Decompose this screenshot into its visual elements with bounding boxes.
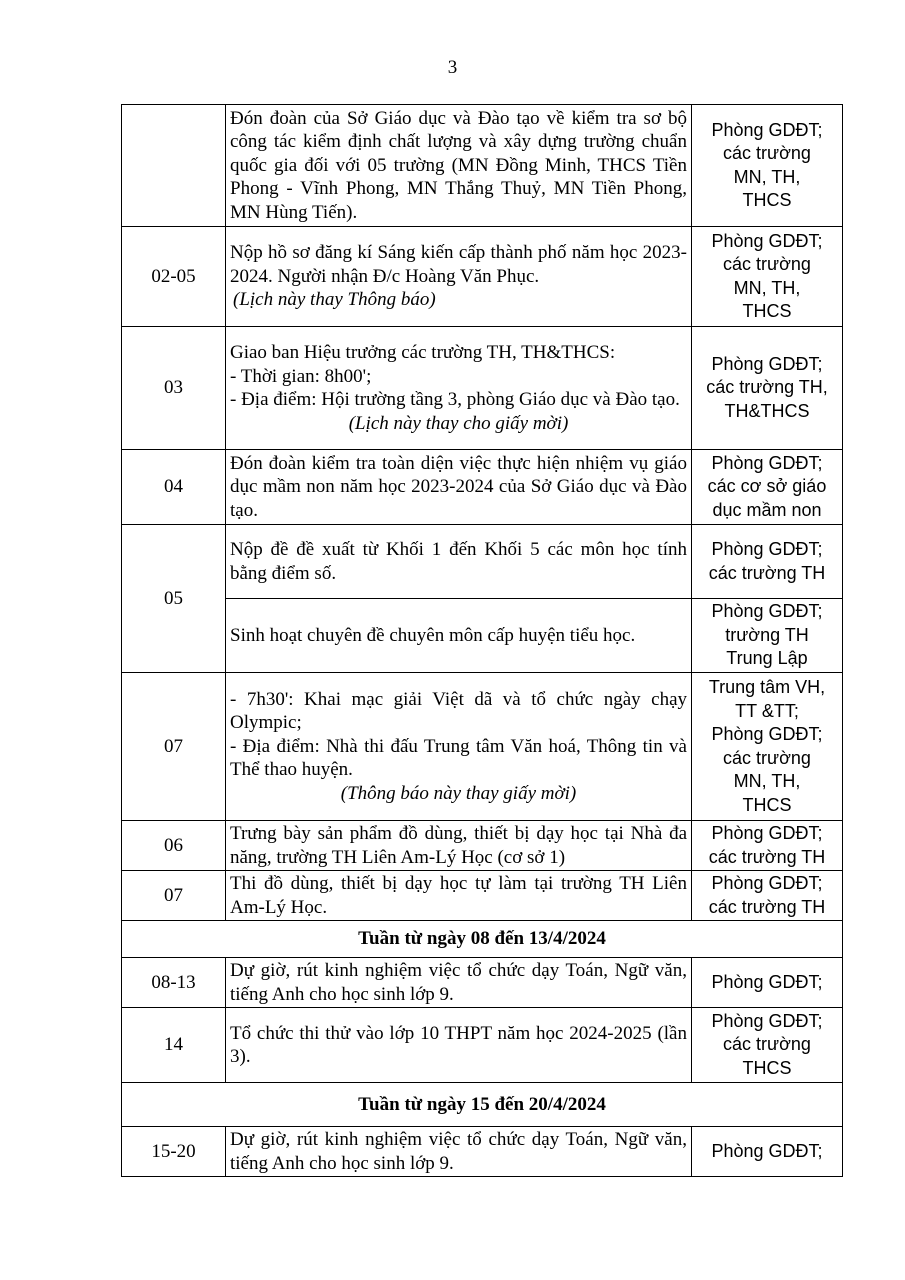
- unit-cell: [692, 1008, 843, 1083]
- content-line: Đón đoàn của Sở Giáo dục và Đào tạo về kiểm tra sơ bộ công tác kiểm định chất lượng và xây dựng trường chuẩn quốc gia đối với 05 trường (MN Đồng Minh, THCS Tiền Phong - Vĩnh Phong, MN Thắng Thuỷ, MN Tiền Phong, MN Hùng Tiến).: [230, 107, 687, 223]
- content-line: - 7h30': Khai mạc giải Việt dã và tổ chức ngày chạy Olympic;: [230, 688, 687, 734]
- unit-line: Phòng GDĐT;: [711, 1010, 823, 1031]
- unit-line: THCS: [742, 190, 792, 210]
- unit-line: các trường: [723, 143, 811, 163]
- note-line: (Thông báo này thay giấy mời): [340, 782, 577, 804]
- content-cell: [226, 227, 692, 327]
- table-row: [122, 450, 843, 525]
- unit-cell: [692, 673, 843, 821]
- date-cell: 15-20: [122, 1127, 226, 1177]
- table-row: [122, 1008, 843, 1083]
- content-cell: [226, 673, 692, 821]
- unit-line: Phòng GDĐT;: [711, 353, 823, 374]
- content-line: Dự giờ, rút kinh nghiệm việc tổ chức dạy Toán, Ngữ văn, tiếng Anh cho học sinh lớp 9.: [230, 1129, 687, 1174]
- unit-line: Phòng GDĐT;: [711, 823, 823, 843]
- content-cell: [226, 450, 692, 525]
- content-line: Sinh hoạt chuyên đề chuyên môn cấp huyện tiểu học.: [230, 624, 636, 646]
- unit-line: Phòng GDĐT;: [711, 724, 823, 744]
- page-number: 3: [447, 57, 458, 78]
- unit-cell: [692, 599, 843, 673]
- content-line: Nộp hồ sơ đăng kí Sáng kiến cấp thành phố năm học 2023-2024. Người nhận Đ/c Hoàng Văn Phục.: [230, 242, 687, 287]
- content-cell: [226, 327, 692, 450]
- content-cell: [226, 599, 692, 673]
- content-cell: [226, 871, 692, 921]
- week-header-row: [122, 1083, 843, 1127]
- date-cell: 14: [122, 1008, 226, 1083]
- unit-line: các cơ sở giáo: [707, 476, 827, 497]
- unit-line: MN, TH,: [733, 277, 801, 298]
- unit-line: các trường TH,: [706, 377, 828, 398]
- unit-line: Trung tâm VH,: [708, 677, 826, 697]
- unit-line: Phòng GDĐT;: [711, 601, 823, 622]
- week-header-row: [122, 921, 843, 958]
- date-cell: 07: [122, 673, 226, 821]
- unit-line: Phòng GDĐT;: [711, 539, 823, 559]
- table-row: [122, 599, 843, 673]
- unit-line: các trường TH: [708, 896, 826, 917]
- unit-cell: [692, 327, 843, 450]
- content-line: Trưng bày sản phẩm đồ dùng, thiết bị dạy học tại Nhà đa năng, trường TH Liên Am-Lý Học (cơ sở 1): [230, 823, 687, 868]
- unit-line: Phòng GDĐT;: [711, 452, 823, 473]
- date-cell: 08-13: [122, 958, 226, 1008]
- unit-line: Phòng GDĐT;: [711, 971, 823, 992]
- content-line: Giao ban Hiệu trưởng các trường TH, TH&THCS:: [230, 342, 616, 363]
- unit-line: Phòng GDĐT;: [711, 873, 823, 893]
- schedule-table: [121, 104, 843, 1177]
- date-cell: 04: [122, 450, 226, 525]
- content-cell: [226, 821, 692, 871]
- unit-cell: [692, 821, 843, 871]
- unit-cell: [692, 871, 843, 921]
- content-line: Tổ chức thi thử vào lớp 10 THPT năm học 2024-2025 (lần 3).: [230, 1022, 687, 1067]
- unit-line: các trường TH: [708, 562, 826, 583]
- date-cell: 06: [122, 821, 226, 871]
- date-cell: 05: [122, 525, 226, 673]
- unit-line: Phòng GDĐT;: [711, 230, 823, 251]
- content-line: - Địa điểm: Nhà thi đấu Trung tâm Văn hoá, Thông tin và Thể thao huyện.: [230, 735, 687, 781]
- unit-cell: [692, 525, 843, 599]
- unit-line: TT &TT;: [735, 700, 799, 721]
- unit-cell: [692, 105, 843, 227]
- unit-line: trường TH: [725, 624, 809, 645]
- note-line: (Lịch này thay cho giấy mời): [348, 412, 569, 434]
- unit-cell: [692, 227, 843, 327]
- content-cell: [226, 525, 692, 599]
- table-row: [122, 227, 843, 327]
- unit-line: MN, TH,: [733, 771, 801, 791]
- content-line: Đón đoàn kiểm tra toàn diện việc thực hiện nhiệm vụ giáo dục mầm non năm học 2023-2024 của Sở Giáo dục và Đào tạo.: [230, 452, 687, 521]
- week-header: Tuần từ ngày 08 đến 13/4/2024: [122, 921, 843, 958]
- date-cell: 07: [122, 871, 226, 921]
- unit-line: Phòng GDĐT;: [711, 119, 823, 140]
- date-cell: 02-05: [122, 227, 226, 327]
- content-cell: [226, 1008, 692, 1083]
- unit-line: THCS: [742, 794, 792, 815]
- content-line: - Địa điểm: Hội trường tầng 3, phòng Giáo dục và Đào tạo.: [230, 389, 680, 410]
- table-row: [122, 871, 843, 921]
- unit-line: THCS: [742, 301, 792, 321]
- unit-line: các trường TH: [708, 846, 826, 867]
- unit-line: các trường: [723, 254, 811, 274]
- table-row: [122, 821, 843, 871]
- note-line: (Lịch này thay Thông báo): [233, 289, 436, 311]
- unit-line: MN, TH,: [733, 166, 801, 187]
- content-line: Dự giờ, rút kinh nghiệm việc tổ chức dạy Toán, Ngữ văn, tiếng Anh cho học sinh lớp 9.: [230, 960, 687, 1005]
- date-cell: [122, 105, 226, 227]
- unit-line: dục mầm non: [712, 499, 822, 520]
- unit-line: các trường: [723, 1034, 811, 1055]
- unit-cell: [692, 450, 843, 525]
- content-cell: [226, 1127, 692, 1177]
- unit-line: Trung Lập: [726, 648, 808, 669]
- table-row: [122, 327, 843, 450]
- content-line: - Thời gian: 8h00';: [230, 365, 372, 387]
- unit-line: THCS: [742, 1057, 792, 1078]
- table-row: [122, 1127, 843, 1177]
- unit-cell: [692, 1127, 843, 1177]
- table-row: [122, 105, 843, 227]
- unit-line: Phòng GDĐT;: [711, 1140, 823, 1161]
- content-line: Nộp đề đề xuất từ Khối 1 đến Khối 5 các môn học tính bằng điểm số.: [230, 539, 687, 584]
- content-cell: [226, 958, 692, 1008]
- table-row: [122, 525, 843, 599]
- content-line: Thi đồ dùng, thiết bị dạy học tự làm tại trường TH Liên Am-Lý Học.: [230, 873, 687, 918]
- week-header: Tuần từ ngày 15 đến 20/4/2024: [122, 1083, 843, 1127]
- content-cell: [226, 105, 692, 227]
- unit-cell: [692, 958, 843, 1008]
- unit-line: các trường: [723, 747, 811, 768]
- table-row: [122, 958, 843, 1008]
- unit-line: TH&THCS: [724, 400, 810, 421]
- date-cell: 03: [122, 327, 226, 450]
- table-row: [122, 673, 843, 821]
